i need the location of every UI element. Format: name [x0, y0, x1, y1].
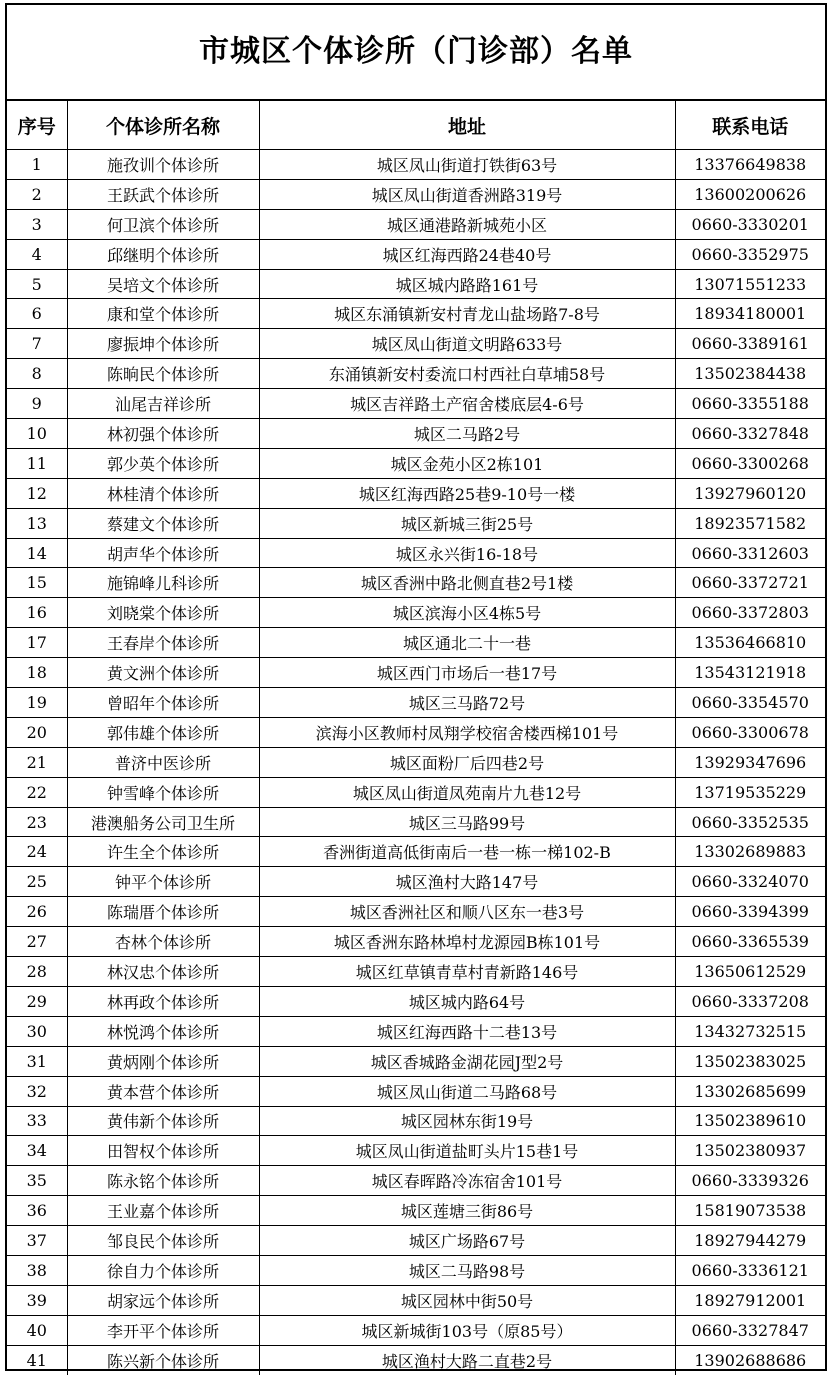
- cell-index: 1: [7, 150, 67, 180]
- cell-clinic-name: 胡家远个体诊所: [67, 1285, 259, 1315]
- cell-phone: 0660-3365539: [675, 927, 825, 957]
- cell-phone: 0660-3300678: [675, 717, 825, 747]
- cell-phone: 0660-3352975: [675, 239, 825, 269]
- table-row: [7, 658, 825, 688]
- cell-address: 城区永兴街16-18号: [259, 538, 675, 568]
- cell-address: 城区通北二十一巷: [259, 628, 675, 658]
- cell-index: 3: [7, 209, 67, 239]
- cell-address: 城区香洲社区和顺八区东一巷3号: [259, 897, 675, 927]
- cell-clinic-name: 普济中医诊所: [67, 747, 259, 777]
- cell-clinic-name: 刘晓棠个体诊所: [67, 598, 259, 628]
- cell-clinic-name: 康和堂个体诊所: [67, 299, 259, 329]
- cell-phone: 0660-3389161: [675, 329, 825, 359]
- cell-phone: 13432732515: [675, 1016, 825, 1046]
- cell-clinic-name: 吴培文个体诊所: [67, 269, 259, 299]
- cell-clinic-name: 邱继明个体诊所: [67, 239, 259, 269]
- cell-phone: 0660-3312603: [675, 538, 825, 568]
- cell-phone: 18934180001: [675, 299, 825, 329]
- cell-address: 城区红草镇青草村青新路146号: [259, 957, 675, 987]
- table-row: [7, 807, 825, 837]
- cell-index: 4: [7, 239, 67, 269]
- cell-address: 城区金苑小区2栋101: [259, 448, 675, 478]
- table-row: [7, 538, 825, 568]
- cell-clinic-name: 林初强个体诊所: [67, 419, 259, 449]
- cell-clinic-name: 黄文洲个体诊所: [67, 658, 259, 688]
- table-row: [7, 389, 825, 419]
- cell-address: 城区吉祥路土产宿舍楼底层4-6号: [259, 389, 675, 419]
- table-row: [7, 1285, 825, 1315]
- table-row: [7, 209, 825, 239]
- cell-index: 6: [7, 299, 67, 329]
- cell-phone: 0660-3355188: [675, 389, 825, 419]
- cell-clinic-name: 郭伟雄个体诊所: [67, 717, 259, 747]
- table-row: [7, 299, 825, 329]
- cell-index: 22: [7, 777, 67, 807]
- cell-index: 28: [7, 957, 67, 987]
- cell-index: 16: [7, 598, 67, 628]
- cell-address: 香洲街道高低街南后一巷一栋一梯102-B: [259, 837, 675, 867]
- cell-phone: 0660-3339326: [675, 1166, 825, 1196]
- cell-clinic-name: 许生全个体诊所: [67, 837, 259, 867]
- cell-index: 7: [7, 329, 67, 359]
- cell-clinic-name: 林汉忠个体诊所: [67, 957, 259, 987]
- table-row: [7, 448, 825, 478]
- cell-phone: 0660-3336121: [675, 1255, 825, 1285]
- cell-address: 城区三马路72号: [259, 688, 675, 718]
- cell-index: 12: [7, 478, 67, 508]
- clinic-table: [7, 101, 825, 1375]
- table-row: [7, 927, 825, 957]
- cell-index: 39: [7, 1285, 67, 1315]
- document-title: 市城区个体诊所（门诊部）名单: [7, 5, 825, 101]
- table-row: [7, 837, 825, 867]
- cell-clinic-name: 蔡建文个体诊所: [67, 508, 259, 538]
- cell-address: 城区渔村大路147号: [259, 867, 675, 897]
- table-row: [7, 1136, 825, 1166]
- cell-clinic-name: 何卫滨个体诊所: [67, 209, 259, 239]
- table-row: [7, 239, 825, 269]
- cell-phone: 13600200626: [675, 179, 825, 209]
- cell-address: 城区凤山街道文明路633号: [259, 329, 675, 359]
- cell-address: 城区二马路2号: [259, 419, 675, 449]
- cell-index: 34: [7, 1136, 67, 1166]
- table-row: [7, 329, 825, 359]
- cell-address: 城区红海西路十二巷13号: [259, 1016, 675, 1046]
- header-clinic-name: 个体诊所名称: [67, 101, 259, 150]
- cell-phone: 0660-3327848: [675, 419, 825, 449]
- cell-index: 37: [7, 1226, 67, 1256]
- table-row: [7, 598, 825, 628]
- cell-phone: 13536466810: [675, 628, 825, 658]
- cell-phone: 13719535229: [675, 777, 825, 807]
- cell-address: 城区面粉厂后四巷2号: [259, 747, 675, 777]
- cell-phone: 0660-3327847: [675, 1315, 825, 1345]
- cell-phone: 0660-3330201: [675, 209, 825, 239]
- cell-clinic-name: 陈兴新个体诊所: [67, 1345, 259, 1374]
- cell-address: 城区园林中街50号: [259, 1285, 675, 1315]
- table-row: [7, 419, 825, 449]
- table-row: [7, 1016, 825, 1046]
- table-row: [7, 897, 825, 927]
- table-row: [7, 269, 825, 299]
- cell-index: 30: [7, 1016, 67, 1046]
- cell-clinic-name: 钟平个体诊所: [67, 867, 259, 897]
- cell-index: 19: [7, 688, 67, 718]
- cell-index: 15: [7, 568, 67, 598]
- table-row: [7, 179, 825, 209]
- cell-phone: 0660-3324070: [675, 867, 825, 897]
- cell-index: 5: [7, 269, 67, 299]
- table-row: [7, 568, 825, 598]
- cell-address: 城区凤山街道盐町头片15巷1号: [259, 1136, 675, 1166]
- table-row: [7, 359, 825, 389]
- clinic-list-sheet: [5, 3, 827, 1371]
- cell-address: 城区园林东街19号: [259, 1106, 675, 1136]
- cell-index: 25: [7, 867, 67, 897]
- table-row: [7, 508, 825, 538]
- cell-index: 11: [7, 448, 67, 478]
- cell-index: 29: [7, 986, 67, 1016]
- cell-address: 城区香洲中路北侧直巷2号1楼: [259, 568, 675, 598]
- cell-address: 滨海小区教师村凤翔学校宿舍楼西梯101号: [259, 717, 675, 747]
- cell-clinic-name: 杏林个体诊所: [67, 927, 259, 957]
- cell-index: 27: [7, 927, 67, 957]
- cell-phone: 18923571582: [675, 508, 825, 538]
- cell-clinic-name: 陈瑞厝个体诊所: [67, 897, 259, 927]
- cell-index: 14: [7, 538, 67, 568]
- cell-phone: 13927960120: [675, 478, 825, 508]
- cell-address: 城区滨海小区4栋5号: [259, 598, 675, 628]
- cell-index: 36: [7, 1196, 67, 1226]
- cell-address: 城区二马路98号: [259, 1255, 675, 1285]
- cell-phone: 0660-3337208: [675, 986, 825, 1016]
- cell-clinic-name: 黄伟新个体诊所: [67, 1106, 259, 1136]
- cell-clinic-name: 李开平个体诊所: [67, 1315, 259, 1345]
- cell-address: 城区通港路新城苑小区: [259, 209, 675, 239]
- cell-index: 41: [7, 1345, 67, 1374]
- cell-address: 城区莲塘三街86号: [259, 1196, 675, 1226]
- cell-index: 24: [7, 837, 67, 867]
- cell-clinic-name: 陈晌民个体诊所: [67, 359, 259, 389]
- cell-clinic-name: 郭少英个体诊所: [67, 448, 259, 478]
- table-body: [7, 150, 825, 1375]
- cell-address: 城区凤山街道打铁街63号: [259, 150, 675, 180]
- table-row: [7, 1076, 825, 1106]
- table-row: [7, 1196, 825, 1226]
- table-row: [7, 150, 825, 180]
- table-row: [7, 747, 825, 777]
- cell-phone: 13071551233: [675, 269, 825, 299]
- cell-phone: 13302685699: [675, 1076, 825, 1106]
- cell-index: 31: [7, 1046, 67, 1076]
- cell-address: 城区凤山街道香洲路319号: [259, 179, 675, 209]
- cell-address: 城区凤山街道凤苑南片九巷12号: [259, 777, 675, 807]
- table-row: [7, 717, 825, 747]
- cell-index: 40: [7, 1315, 67, 1345]
- cell-clinic-name: 黄本营个体诊所: [67, 1076, 259, 1106]
- cell-clinic-name: 林桂清个体诊所: [67, 478, 259, 508]
- header-phone: 联系电话: [675, 101, 825, 150]
- table-row: [7, 1106, 825, 1136]
- cell-clinic-name: 王业嘉个体诊所: [67, 1196, 259, 1226]
- cell-phone: 0660-3394399: [675, 897, 825, 927]
- cell-address: 城区新城街103号（原85号）: [259, 1315, 675, 1345]
- cell-clinic-name: 施锦峰儿科诊所: [67, 568, 259, 598]
- cell-clinic-name: 黄炳刚个体诊所: [67, 1046, 259, 1076]
- cell-address: 城区东涌镇新安村青龙山盐场路7-8号: [259, 299, 675, 329]
- cell-clinic-name: 钟雪峰个体诊所: [67, 777, 259, 807]
- cell-index: 23: [7, 807, 67, 837]
- cell-phone: 13902688686: [675, 1345, 825, 1374]
- header-address: 地址: [259, 101, 675, 150]
- cell-index: 38: [7, 1255, 67, 1285]
- cell-clinic-name: 王跃武个体诊所: [67, 179, 259, 209]
- table-row: [7, 1255, 825, 1285]
- cell-index: 10: [7, 419, 67, 449]
- cell-phone: 0660-3372803: [675, 598, 825, 628]
- table-row: [7, 777, 825, 807]
- cell-index: 17: [7, 628, 67, 658]
- cell-phone: 13543121918: [675, 658, 825, 688]
- cell-address: 城区春晖路冷冻宿舍101号: [259, 1166, 675, 1196]
- cell-phone: 13376649838: [675, 150, 825, 180]
- cell-clinic-name: 王春岸个体诊所: [67, 628, 259, 658]
- table-row: [7, 1046, 825, 1076]
- cell-address: 东涌镇新安村委流口村西社白草埔58号: [259, 359, 675, 389]
- cell-clinic-name: 林再政个体诊所: [67, 986, 259, 1016]
- cell-address: 城区广场路67号: [259, 1226, 675, 1256]
- cell-clinic-name: 港澳船务公司卫生所: [67, 807, 259, 837]
- cell-phone: 13302689883: [675, 837, 825, 867]
- cell-clinic-name: 曾昭年个体诊所: [67, 688, 259, 718]
- cell-address: 城区红海西路25巷9-10号一楼: [259, 478, 675, 508]
- cell-clinic-name: 徐自力个体诊所: [67, 1255, 259, 1285]
- cell-index: 35: [7, 1166, 67, 1196]
- cell-clinic-name: 廖振坤个体诊所: [67, 329, 259, 359]
- cell-clinic-name: 邹良民个体诊所: [67, 1226, 259, 1256]
- cell-address: 城区红海西路24巷40号: [259, 239, 675, 269]
- cell-address: 城区新城三街25号: [259, 508, 675, 538]
- cell-index: 9: [7, 389, 67, 419]
- cell-address: 城区三马路99号: [259, 807, 675, 837]
- cell-phone: 13502389610: [675, 1106, 825, 1136]
- cell-phone: 0660-3352535: [675, 807, 825, 837]
- table-row: [7, 957, 825, 987]
- cell-address: 城区城内路64号: [259, 986, 675, 1016]
- table-row: [7, 478, 825, 508]
- cell-index: 26: [7, 897, 67, 927]
- table-row: [7, 986, 825, 1016]
- cell-phone: 13650612529: [675, 957, 825, 987]
- cell-address: 城区凤山街道二马路68号: [259, 1076, 675, 1106]
- table-row: [7, 688, 825, 718]
- cell-clinic-name: 汕尾吉祥诊所: [67, 389, 259, 419]
- cell-address: 城区城内路路161号: [259, 269, 675, 299]
- cell-phone: 13929347696: [675, 747, 825, 777]
- cell-address: 城区香城路金湖花园J型2号: [259, 1046, 675, 1076]
- cell-index: 8: [7, 359, 67, 389]
- cell-phone: 15819073538: [675, 1196, 825, 1226]
- cell-index: 2: [7, 179, 67, 209]
- cell-clinic-name: 施孜训个体诊所: [67, 150, 259, 180]
- cell-clinic-name: 陈永铭个体诊所: [67, 1166, 259, 1196]
- cell-address: 城区渔村大路二直巷2号: [259, 1345, 675, 1374]
- cell-phone: 0660-3354570: [675, 688, 825, 718]
- cell-clinic-name: 田智权个体诊所: [67, 1136, 259, 1166]
- cell-index: 18: [7, 658, 67, 688]
- table-row: [7, 1315, 825, 1345]
- cell-phone: 18927944279: [675, 1226, 825, 1256]
- cell-index: 13: [7, 508, 67, 538]
- cell-phone: 0660-3372721: [675, 568, 825, 598]
- table-row: [7, 1345, 825, 1374]
- cell-address: 城区香洲东路林埠村龙源园B栋101号: [259, 927, 675, 957]
- cell-index: 33: [7, 1106, 67, 1136]
- cell-index: 20: [7, 717, 67, 747]
- cell-phone: 13502383025: [675, 1046, 825, 1076]
- cell-phone: 13502380937: [675, 1136, 825, 1166]
- cell-phone: 13502384438: [675, 359, 825, 389]
- cell-index: 32: [7, 1076, 67, 1106]
- table-row: [7, 1166, 825, 1196]
- cell-index: 21: [7, 747, 67, 777]
- cell-phone: 18927912001: [675, 1285, 825, 1315]
- header-index: 序号: [7, 101, 67, 150]
- cell-clinic-name: 林悦鸿个体诊所: [67, 1016, 259, 1046]
- cell-clinic-name: 胡声华个体诊所: [67, 538, 259, 568]
- cell-address: 城区西门市场后一巷17号: [259, 658, 675, 688]
- table-row: [7, 628, 825, 658]
- table-row: [7, 1226, 825, 1256]
- table-row: [7, 867, 825, 897]
- table-header-row: [7, 101, 825, 150]
- cell-phone: 0660-3300268: [675, 448, 825, 478]
